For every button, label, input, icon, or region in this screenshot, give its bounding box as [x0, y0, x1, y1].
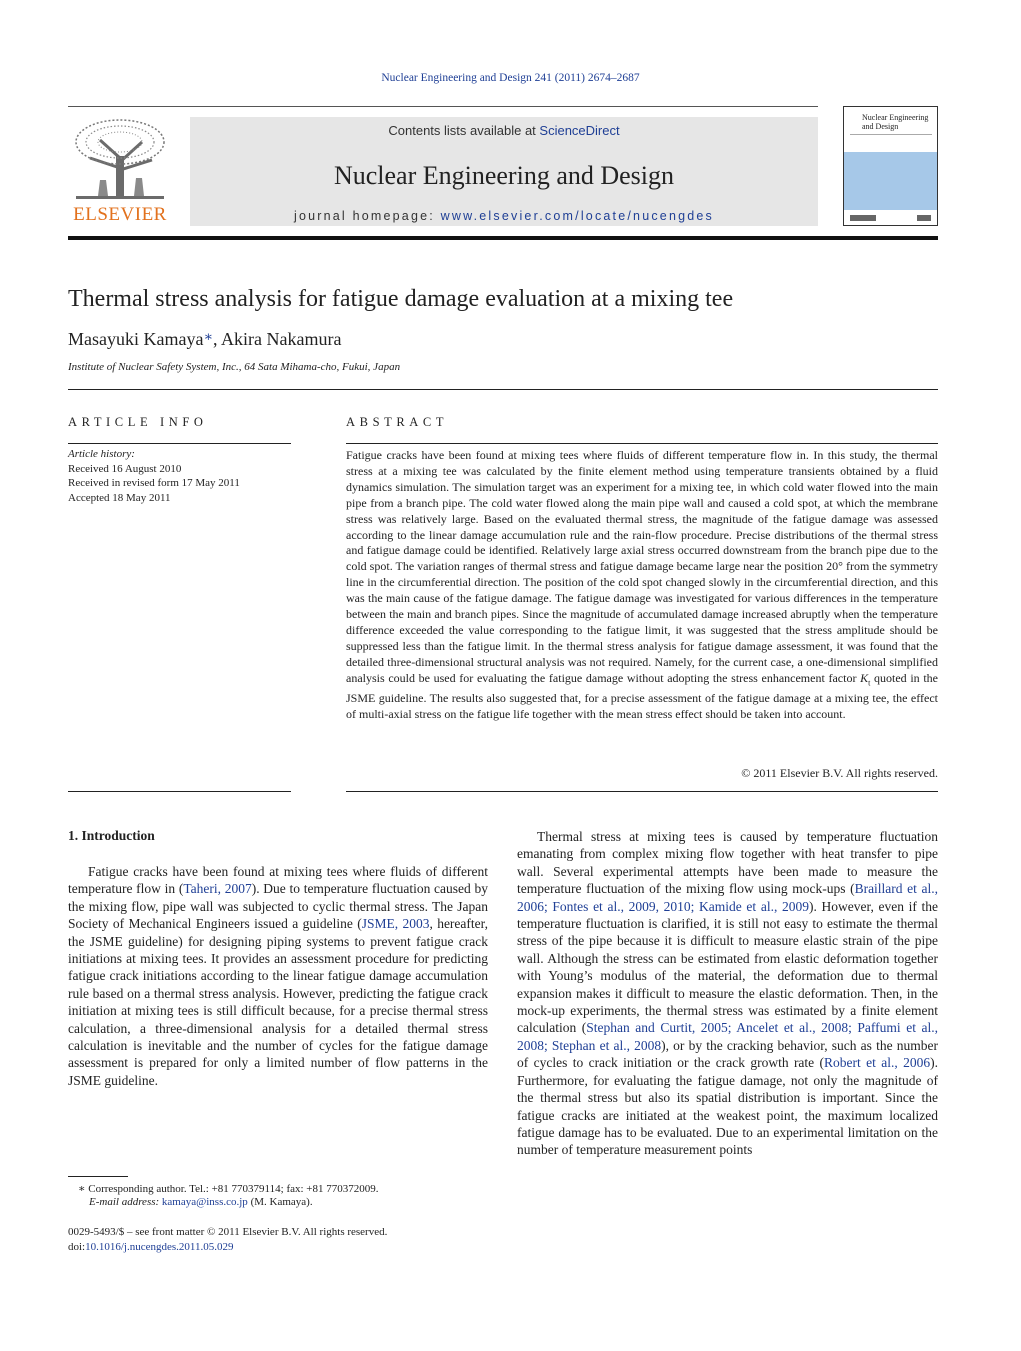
masthead-top-rule — [68, 106, 818, 107]
cover-logo-mark — [917, 215, 931, 221]
journal-banner — [190, 117, 818, 226]
reference-link[interactable]: Taheri, 2007 — [183, 881, 252, 897]
corresponding-author-mark[interactable]: ∗ — [203, 330, 213, 345]
cover-artwork — [844, 152, 937, 210]
abstract-heading: ABSTRACT — [346, 415, 449, 429]
author-affiliation: Institute of Nuclear Safety System, Inc., 64 Sata Mihama-cho, Fukui, Japan — [68, 361, 401, 373]
journal-masthead — [68, 106, 938, 236]
article-history — [68, 447, 291, 505]
accepted-date: Accepted 18 May 2011 — [68, 491, 171, 504]
copyright-notice: © 2011 Elsevier B.V. All rights reserved. — [741, 766, 938, 780]
masthead-bottom-rule — [68, 236, 938, 240]
article-info-rule — [68, 443, 291, 444]
reference-link[interactable]: Braillard et al., 2006; Fontes et al., 2009, 2010; Kamide et al., 2009 — [517, 881, 939, 914]
history-label: Article history: — [68, 448, 135, 460]
section-divider — [68, 389, 938, 390]
cover-divider — [850, 134, 932, 137]
author-name: Akira Nakamura — [221, 329, 342, 349]
introduction-heading: 1. Introduction — [68, 828, 155, 843]
abstract-rule — [346, 443, 938, 444]
contents-line: Contents lists available at ScienceDirect — [388, 123, 620, 138]
revised-date: Received in revised form 17 May 2011 — [68, 477, 240, 489]
cover-title: Nuclear Engineering and Design — [862, 113, 929, 131]
author-list: Masayuki Kamaya∗, Akira Nakamura — [68, 329, 342, 349]
email-link[interactable]: kamaya@inss.co.jp — [161, 1196, 248, 1208]
corresponding-author-footnote: ∗ Corresponding author. Tel.: +81 770379114; fax: +81 770372009. — [78, 1183, 379, 1195]
reference-link[interactable]: Robert et al., 2006 — [824, 1055, 931, 1071]
article-info-heading: ARTICLE INFO — [68, 415, 208, 429]
journal-citation: Nuclear Engineering and Design 241 (2011) 2674–2687 — [381, 72, 640, 84]
doi-link[interactable]: 10.1016/j.nucengdes.2011.05.029 — [85, 1241, 234, 1253]
author-name: Masayuki Kamaya — [68, 329, 204, 349]
sciencedirect-link[interactable]: ScienceDirect — [539, 123, 620, 138]
journal-name: Nuclear Engineering and Design — [333, 161, 675, 190]
homepage-link[interactable]: www.elsevier.com/locate/nucengdes — [440, 209, 715, 223]
abstract-text: Fatigue cracks have been found at mixing tees where fluids of different temperature flow in. In this study, the thermal stress at a mixing tee was calculated by the finite element method using temperature transients obtained by a fluid dynamics simulation. The simulation target was an experiment for a mixing tee, in which cold water flowed into the main pipe from a branch pipe. The cold water flowed along the main pipe wall and caused a cold spot, at which the membrane stress was relatively large. Based on the evaluated thermal stress, the magnitude of the fatigue damage was assessed according to the linear damage accumulation rule and the rain-flow procedure. Precise distributions of the thermal stress and fatigue damage could be identified. Relatively large axial stress occurred downstream from the branch pipe due to the cold spot. The variation ranges of thermal stress and fatigue damage became large near the position 20° from the symmetry line in the circumferential direction. The position of the cold spot changed slowly in the circumferential direction, and this was the main cause of the fatigue damage. The fatigue damage was investigated for various differences in the temperature between the main and branch pipes. Since the magnitude of accumulated damage increased abruptly when the temperature difference exceeded the value corresponding to the fatigue limit, it was suggested that the stress amplitude should be suppressed less than the fatigue limit. In the thermal stress analysis for fatigue damage assessment, it was found that the detailed three-dimensional structural analysis was not required. Namely, for the current case, a one-dimensional simplified analysis could be used for evaluating the fatigue damage without adopting the stress enhancement factor $K_t$ quoted in the JSME guideline. The results also suggested that, for a precise assessment of the fatigue damage at a mixing tee, the effect of multi-axial stress on the fatigue life together with the mean stress effect should be taken into account. — [346, 448, 939, 721]
elsevier-tree-icon — [70, 118, 170, 204]
footnote-rule — [68, 1176, 128, 1177]
cover-publisher-mark — [850, 215, 876, 221]
intro-paragraph-1: Fatigue cracks have been found at mixing tees where fluids of different temperature flow in (Taheri, 2007). Due to temperature fluctuation caused by the mixing flow, pipe wall was subjected to cyclic thermal stress. The Japan Society of Mechanical Engineers issued a guideline (JSME, 2003, hereafter, the JSME guideline) for designing piping systems to prevent fatigue crack initiations at mixing tees. It provides an assessment procedure for predicting fatigue crack initiations according to the linear fatigue damage accumulation rule based on a thermal stress analysis. However, predicting the fatigue crack initiation at mixing tees is still difficult because, for a precise thermal stress calculation, a three-dimensional analysis for a detailed thermal stress calculation is inevitable and the number of cycles for the fatigue damage assessment is prepared for only a limited number of flow patterns in the JSME guideline. — [68, 864, 488, 1088]
reference-link[interactable]: JSME, 2003 — [361, 916, 430, 932]
journal-homepage: journal homepage: www.elsevier.com/locate/nucengdes — [293, 209, 715, 223]
article-info-rule-bottom — [68, 791, 291, 792]
intro-paragraph-2: Thermal stress at mixing tees is caused by temperature fluctuation emanating from complex mixing flow together with heat transfer to pipe wall. Several experimental attempts have been made to measure the temperature fluctuation of the mixing flow using mock-ups (Braillard et al., 2006; Fontes et al., 2009, 2010; Kamide et al., 2009). However, even if the temperature fluctuation is clarified, it is still not easy to estimate the thermal stress of the pipe because it is difficult to measure elastic strain of the pipe wall. Although the stress can be estimated from elastic deformation together with Young’s modulus of the material, the deformation due to thermal expansion makes it difficult to measure the elastic deformation. Then, in the mock-up experiments, the thermal stress was estimated by a finite element calculation (Stephan and Curtit, 2005; Ancelet et al., 2008; Paffumi et al., 2008; Stephan et al., 2008), or by the cracking behavior, such as the number of cycles to crack initiation or the crack growth rate (Robert et al., 2006). Furthermore, for evaluating the fatigue damage, not only the magnitude of the thermal stress but also its spatial distribution is important. Since the fatigue cracks are initiated at the weakest point, the maximum localized fatigue damage has to be evaluated. Due to an experimental limitation on the number of temperature measurement points — [517, 829, 939, 1158]
issn-line: 0029-5493/$ – see front matter © 2011 Elsevier B.V. All rights reserved. — [68, 1226, 388, 1238]
article-title: Thermal stress analysis for fatigue damage evaluation at a mixing tee — [68, 286, 734, 312]
elsevier-logo — [68, 118, 172, 226]
doi-line: doi:10.1016/j.nucengdes.2011.05.029 — [68, 1241, 234, 1253]
email-footnote: E-mail address: kamaya@inss.co.jp (M. Kamaya). — [89, 1196, 313, 1208]
elsevier-wordmark: ELSEVIER — [73, 204, 167, 225]
received-date: Received 16 August 2010 — [68, 462, 182, 475]
journal-cover-thumbnail — [843, 106, 938, 226]
reference-link[interactable]: Stephan and Curtit, 2005; Ancelet et al., 2008; Paffumi et al., 2008; Stephan et al., 2008 — [517, 1020, 938, 1053]
abstract-rule-bottom — [346, 791, 938, 792]
